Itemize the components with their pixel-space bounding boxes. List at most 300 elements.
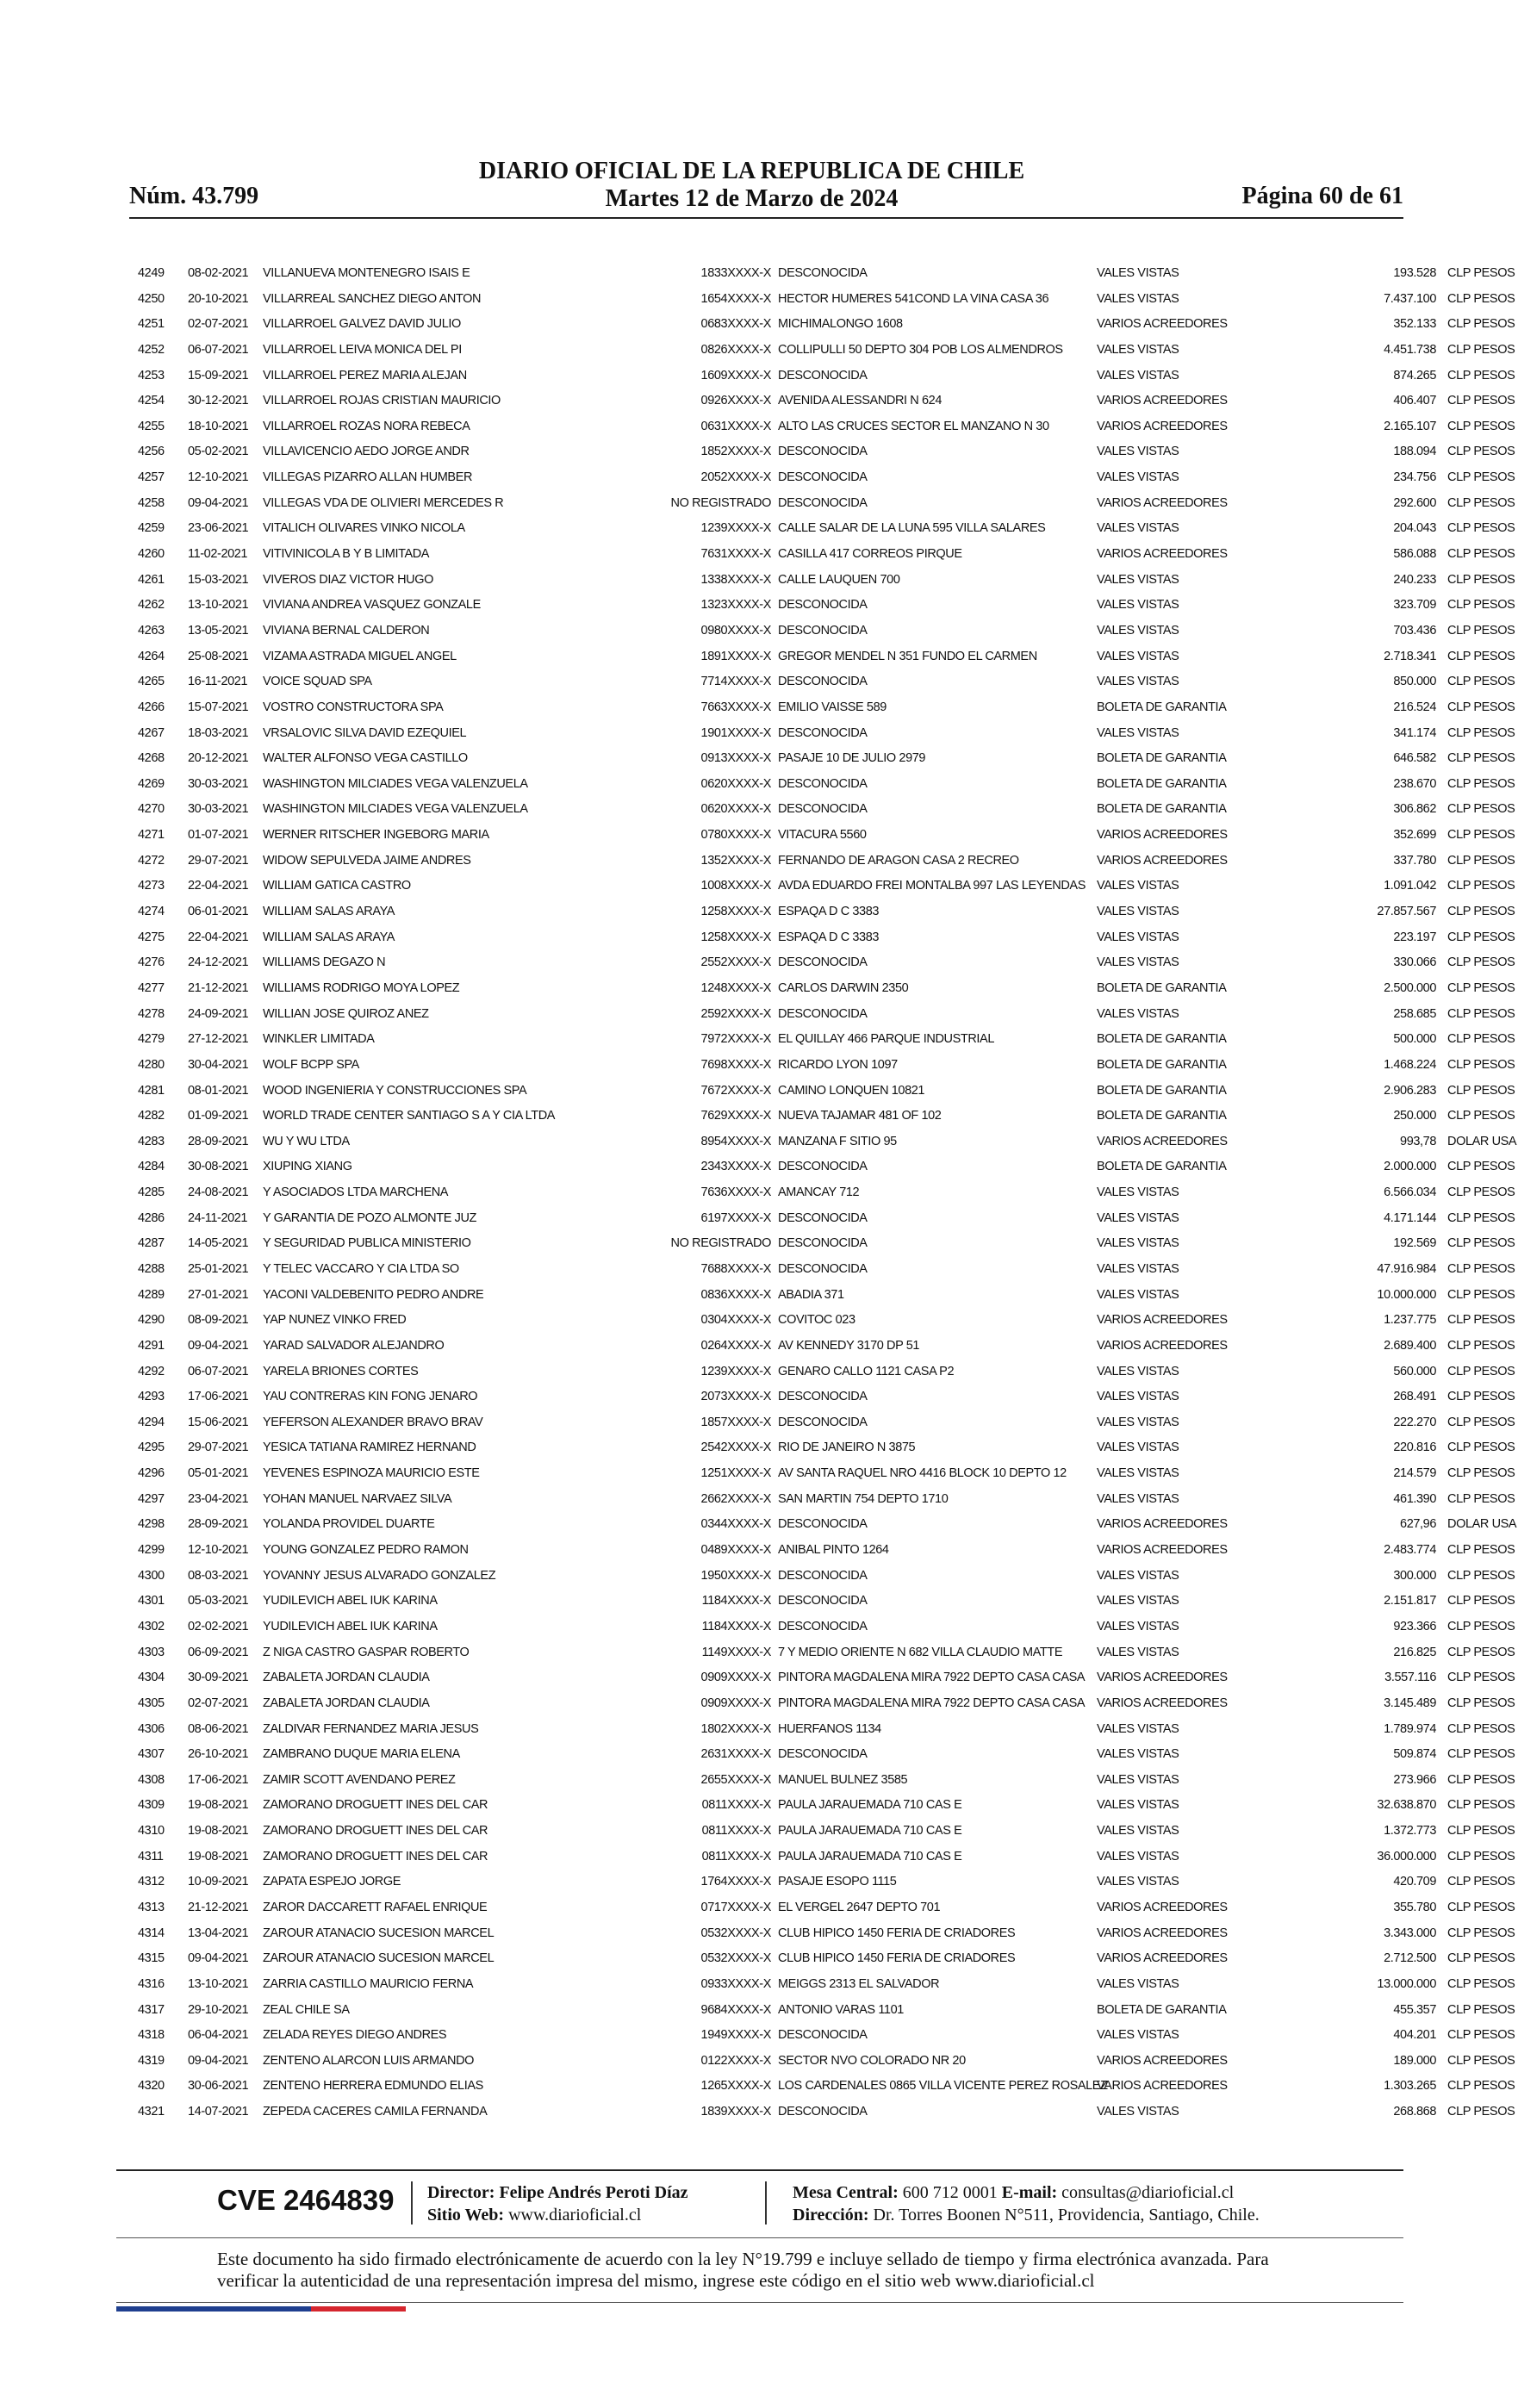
table-row — [129, 619, 1515, 644]
row-amount: 36.000.000 — [1377, 1849, 1436, 1864]
table-row — [129, 1921, 1515, 1947]
row-rut: 1802XXXX-X — [700, 1721, 771, 1736]
row-amount: 258.685 — [1393, 1006, 1436, 1021]
row-rut: 0826XXXX-X — [700, 342, 771, 357]
table-row — [129, 1538, 1515, 1564]
table-row — [129, 1564, 1515, 1590]
row-name: ZAMORANO DROGUETT INES DEL CAR — [263, 1849, 488, 1864]
row-rut: 0811XXXX-X — [701, 1824, 771, 1839]
row-rut: 0344XXXX-X — [700, 1517, 771, 1532]
row-rut: 1239XXXX-X — [700, 1364, 771, 1378]
row-date: 08-03-2021 — [188, 1568, 249, 1583]
row-number: 4282 — [138, 1109, 165, 1123]
row-date: 18-10-2021 — [188, 419, 249, 433]
row-date: 01-07-2021 — [188, 828, 249, 843]
page-indicator: Página 60 de 61 — [1241, 183, 1403, 209]
row-currency: CLP PESOS — [1447, 980, 1515, 995]
row-amount: 355.780 — [1393, 1901, 1436, 1914]
row-amount: 214.579 — [1393, 1466, 1436, 1481]
row-name: VIVIANA ANDREA VASQUEZ GONZALE — [263, 598, 481, 613]
row-name: WOLF BCPP SPA — [263, 1057, 359, 1072]
row-address: AMANCAY 712 — [778, 1185, 860, 1200]
row-date: 24-11-2021 — [188, 1210, 248, 1225]
row-address: DESCONOCIDA — [778, 445, 868, 459]
header-rule — [129, 217, 1403, 219]
row-address: DESCONOCIDA — [778, 266, 868, 280]
row-type: VARIOS ACREEDORES — [1097, 1543, 1228, 1558]
row-address: AVENIDA ALESSANDRI N 624 — [778, 394, 942, 408]
row-amount: 1.372.773 — [1384, 1824, 1436, 1839]
row-date: 29-07-2021 — [188, 853, 249, 868]
row-rut: 0909XXXX-X — [700, 1696, 771, 1710]
row-name: YUDILEVICH ABEL IUK KARINA — [263, 1594, 438, 1608]
row-date: 08-02-2021 — [188, 266, 249, 280]
table-row — [129, 1512, 1517, 1538]
row-type: VARIOS ACREEDORES — [1097, 1338, 1228, 1353]
row-number: 4304 — [138, 1671, 165, 1685]
row-name: ZABALETA JORDAN CLAUDIA — [263, 1696, 430, 1710]
row-number: 4308 — [138, 1772, 165, 1787]
row-address: DESCONOCIDA — [778, 1236, 868, 1251]
row-rut: 1891XXXX-X — [700, 649, 771, 663]
table-row — [129, 1129, 1517, 1155]
row-date: 17-06-2021 — [188, 1390, 249, 1404]
row-name: YOUNG GONZALEZ PEDRO RAMON — [263, 1543, 469, 1558]
row-currency: CLP PESOS — [1447, 317, 1515, 332]
row-amount: 2.689.400 — [1384, 1338, 1436, 1353]
director-name: Felipe Andrés Peroti Díaz — [499, 2183, 688, 2202]
table-row — [129, 1308, 1515, 1334]
row-address: ANIBAL PINTO 1264 — [778, 1543, 889, 1558]
table-row — [129, 1819, 1515, 1845]
row-type: VALES VISTAS — [1097, 1415, 1179, 1429]
row-date: 23-06-2021 — [188, 521, 249, 536]
row-type: VALES VISTAS — [1097, 725, 1179, 740]
row-date: 15-07-2021 — [188, 700, 249, 714]
row-amount: 1.303.265 — [1384, 2079, 1436, 2094]
row-date: 19-08-2021 — [188, 1849, 249, 1864]
row-amount: 188.094 — [1393, 445, 1436, 459]
row-type: VARIOS ACREEDORES — [1097, 419, 1228, 433]
row-currency: CLP PESOS — [1447, 1976, 1515, 1991]
row-date: 30-09-2021 — [188, 1671, 249, 1685]
row-type: BOLETA DE GARANTIA — [1097, 980, 1227, 995]
row-name: VIZAMA ASTRADA MIGUEL ANGEL — [263, 649, 457, 663]
row-date: 20-12-2021 — [188, 751, 249, 766]
row-currency: CLP PESOS — [1447, 1772, 1515, 1787]
row-type: VARIOS ACREEDORES — [1097, 495, 1228, 510]
row-type: VARIOS ACREEDORES — [1097, 1313, 1228, 1328]
table-row — [129, 542, 1515, 568]
row-name: YAP NUNEZ VINKO FRED — [263, 1313, 407, 1328]
row-type: VALES VISTAS — [1097, 1645, 1179, 1659]
row-rut: 0122XXXX-X — [700, 2053, 771, 2068]
row-number: 4276 — [138, 955, 165, 970]
mesa-phone: 600 712 0001 — [902, 2183, 998, 2202]
row-address: COVITOC 023 — [778, 1313, 855, 1328]
row-number: 4261 — [138, 572, 165, 587]
row-address: ANTONIO VARAS 1101 — [778, 2002, 904, 2017]
row-name: ZENTENO HERRERA EDMUNDO ELIAS — [263, 2079, 483, 2094]
row-address: AV KENNEDY 3170 DP 51 — [778, 1338, 920, 1353]
row-name: ZAROR DACCARETT RAFAEL ENRIQUE — [263, 1901, 488, 1914]
row-currency: CLP PESOS — [1447, 1747, 1515, 1762]
row-date: 06-04-2021 — [188, 2028, 249, 2043]
row-rut: 2631XXXX-X — [700, 1747, 771, 1762]
row-name: Y TELEC VACCARO Y CIA LTDA SO — [263, 1261, 459, 1276]
row-date: 22-04-2021 — [188, 879, 249, 893]
row-amount: 2.712.500 — [1384, 1951, 1436, 1966]
row-date: 20-10-2021 — [188, 291, 249, 306]
table-row — [129, 1640, 1515, 1666]
row-address: CARLOS DARWIN 2350 — [778, 980, 909, 995]
table-row — [129, 1360, 1515, 1385]
row-currency: CLP PESOS — [1447, 2028, 1515, 2043]
row-date: 05-01-2021 — [188, 1466, 249, 1481]
row-name: ZALDIVAR FERNANDEZ MARIA JESUS — [263, 1721, 479, 1736]
row-address: EL VERGEL 2647 DEPTO 701 — [778, 1901, 941, 1914]
row-currency: CLP PESOS — [1447, 547, 1515, 562]
table-row — [129, 593, 1515, 619]
row-address: HUERFANOS 1134 — [778, 1721, 881, 1736]
row-rut: 1008XXXX-X — [700, 879, 771, 893]
row-amount: 850.000 — [1393, 675, 1436, 689]
row-address: CALLE LAUQUEN 700 — [778, 572, 900, 587]
row-amount: 306.862 — [1393, 802, 1436, 817]
row-address: DESCONOCIDA — [778, 598, 868, 613]
row-number: 4268 — [138, 751, 165, 766]
row-address: DESCONOCIDA — [778, 1210, 868, 1225]
row-currency: CLP PESOS — [1447, 1543, 1515, 1558]
row-type: BOLETA DE GARANTIA — [1097, 1109, 1227, 1123]
row-address: MEIGGS 2313 EL SALVADOR — [778, 1976, 940, 1991]
row-rut: 0913XXXX-X — [700, 751, 771, 766]
row-address: DESCONOCIDA — [778, 776, 868, 791]
row-type: VALES VISTAS — [1097, 291, 1179, 306]
row-amount: 509.874 — [1393, 1747, 1436, 1762]
row-type: VALES VISTAS — [1097, 649, 1179, 663]
row-currency: CLP PESOS — [1447, 1287, 1515, 1302]
row-rut: 1149XXXX-X — [701, 1645, 771, 1659]
row-number: 4293 — [138, 1390, 165, 1404]
row-address: RICARDO LYON 1097 — [778, 1057, 898, 1072]
row-currency: CLP PESOS — [1447, 1875, 1515, 1889]
row-rut: 0532XXXX-X — [700, 1951, 771, 1966]
row-rut: 1950XXXX-X — [700, 1568, 771, 1583]
row-currency: CLP PESOS — [1447, 1057, 1515, 1072]
row-rut: 2073XXXX-X — [700, 1390, 771, 1404]
row-amount: 273.966 — [1393, 1772, 1436, 1787]
row-number: 4260 — [138, 547, 165, 562]
row-rut: 7972XXXX-X — [700, 1032, 771, 1047]
row-date: 13-04-2021 — [188, 1926, 249, 1940]
row-amount: 627,96 — [1400, 1517, 1436, 1532]
row-rut: 0532XXXX-X — [700, 1926, 771, 1940]
row-currency: CLP PESOS — [1447, 2079, 1515, 2094]
row-number: 4258 — [138, 495, 165, 510]
table-row — [129, 1231, 1515, 1257]
row-currency: CLP PESOS — [1447, 1619, 1515, 1633]
row-type: VALES VISTAS — [1097, 1619, 1179, 1633]
row-address: DESCONOCIDA — [778, 1261, 868, 1276]
row-amount: 10.000.000 — [1377, 1287, 1436, 1302]
row-number: 4262 — [138, 598, 165, 613]
row-currency: CLP PESOS — [1447, 470, 1515, 485]
row-type: BOLETA DE GARANTIA — [1097, 1057, 1227, 1072]
row-name: VILLAVICENCIO AEDO JORGE ANDR — [263, 445, 470, 459]
web-link[interactable]: www.diarioficial.cl — [508, 2206, 642, 2224]
row-amount: 7.437.100 — [1384, 291, 1436, 306]
row-date: 21-12-2021 — [188, 980, 249, 995]
row-currency: CLP PESOS — [1447, 725, 1515, 740]
row-number: 4298 — [138, 1517, 165, 1532]
row-address: AV SANTA RAQUEL NRO 4416 BLOCK 10 DEPTO 12 — [778, 1466, 1067, 1481]
row-rut: 1338XXXX-X — [700, 572, 771, 587]
row-type: VARIOS ACREEDORES — [1097, 394, 1228, 408]
table-row — [129, 1717, 1515, 1743]
row-address: DESCONOCIDA — [778, 1390, 868, 1404]
row-date: 05-03-2021 — [188, 1594, 249, 1608]
row-name: ZEAL CHILE SA — [263, 2002, 350, 2017]
row-date: 06-07-2021 — [188, 1364, 249, 1378]
flag-stripe-blue — [116, 2306, 311, 2312]
row-date: 30-08-2021 — [188, 1160, 249, 1174]
table-row — [129, 1180, 1515, 1206]
row-number: 4303 — [138, 1645, 165, 1659]
row-type: VALES VISTAS — [1097, 1261, 1179, 1276]
row-type: VALES VISTAS — [1097, 1210, 1179, 1225]
table-row — [129, 1895, 1515, 1921]
row-currency: CLP PESOS — [1447, 1594, 1515, 1608]
table-row — [129, 1283, 1515, 1309]
row-type: VALES VISTAS — [1097, 1594, 1179, 1608]
row-rut: 7636XXXX-X — [700, 1185, 771, 1200]
row-date: 02-07-2021 — [188, 1696, 249, 1710]
row-number: 4250 — [138, 291, 165, 306]
row-number: 4317 — [138, 2002, 165, 2017]
table-row — [129, 414, 1515, 440]
row-currency: DOLAR USA — [1447, 1517, 1517, 1532]
row-amount: 47.916.984 — [1377, 1261, 1436, 1276]
row-amount: 3.145.489 — [1384, 1696, 1436, 1710]
row-address: CAMINO LONQUEN 10821 — [778, 1083, 925, 1098]
row-address: MANUEL BULNEZ 3585 — [778, 1772, 908, 1787]
row-currency: CLP PESOS — [1447, 1006, 1515, 1021]
row-amount: 193.528 — [1393, 266, 1436, 280]
row-number: 4306 — [138, 1721, 165, 1736]
row-number: 4253 — [138, 368, 165, 383]
table-row — [129, 1998, 1515, 2024]
director-block — [427, 2181, 688, 2226]
row-type: BOLETA DE GARANTIA — [1097, 776, 1227, 791]
table-row — [129, 1793, 1515, 1819]
row-currency: CLP PESOS — [1447, 905, 1515, 919]
row-rut: 0909XXXX-X — [700, 1671, 771, 1685]
row-currency: CLP PESOS — [1447, 828, 1515, 843]
row-currency: CLP PESOS — [1447, 521, 1515, 536]
row-currency: CLP PESOS — [1447, 1824, 1515, 1839]
row-address: NUEVA TAJAMAR 481 OF 102 — [778, 1109, 942, 1123]
row-type: VALES VISTAS — [1097, 266, 1179, 280]
row-amount: 560.000 — [1393, 1364, 1436, 1378]
row-number: 4264 — [138, 649, 165, 663]
row-type: VARIOS ACREEDORES — [1097, 1926, 1228, 1940]
row-number: 4309 — [138, 1798, 165, 1813]
address-text: Dr. Torres Boonen N°511, Providencia, Santiago, Chile. — [873, 2206, 1260, 2224]
row-address: DESCONOCIDA — [778, 955, 868, 970]
row-date: 09-04-2021 — [188, 495, 249, 510]
row-address: VITACURA 5560 — [778, 828, 867, 843]
row-number: 4295 — [138, 1440, 165, 1455]
row-rut: 1258XXXX-X — [700, 905, 771, 919]
table-row — [129, 261, 1515, 287]
row-date: 10-09-2021 — [188, 1875, 249, 1889]
table-row — [129, 950, 1515, 976]
row-date: 06-09-2021 — [188, 1645, 249, 1659]
row-amount: 300.000 — [1393, 1568, 1436, 1583]
row-number: 4266 — [138, 700, 165, 714]
row-number: 4318 — [138, 2028, 165, 2043]
row-address: GENARO CALLO 1121 CASA P2 — [778, 1364, 955, 1378]
row-rut: 1258XXXX-X — [700, 930, 771, 944]
row-name: XIUPING XIANG — [263, 1160, 352, 1174]
row-name: ZENTENO ALARCON LUIS ARMANDO — [263, 2053, 475, 2068]
row-name: VIVEROS DIAZ VICTOR HUGO — [263, 572, 433, 587]
row-rut: 0933XXXX-X — [700, 1976, 771, 1991]
row-rut: 7672XXXX-X — [700, 1083, 771, 1098]
row-name: WILLIAMS RODRIGO MOYA LOPEZ — [263, 980, 460, 995]
table-row — [129, 1691, 1515, 1717]
row-type: VALES VISTAS — [1097, 2028, 1179, 2043]
row-number: 4254 — [138, 394, 165, 408]
row-rut: 0926XXXX-X — [700, 394, 771, 408]
footer-rule-mid — [116, 2237, 1403, 2238]
row-currency: CLP PESOS — [1447, 1466, 1515, 1481]
row-currency: CLP PESOS — [1447, 675, 1515, 689]
row-date: 29-07-2021 — [188, 1440, 249, 1455]
row-type: VALES VISTAS — [1097, 1466, 1179, 1481]
row-name: WIDOW SEPULVEDA JAIME ANDRES — [263, 853, 471, 868]
row-rut: 0264XXXX-X — [700, 1338, 771, 1353]
row-name: ZAROUR ATANACIO SUCESION MARCEL — [263, 1926, 495, 1940]
email-link[interactable]: consultas@diarioficial.cl — [1061, 2183, 1235, 2202]
row-type: VALES VISTAS — [1097, 1568, 1179, 1583]
table-row — [129, 899, 1515, 925]
row-currency: CLP PESOS — [1447, 1798, 1515, 1813]
row-name: Z NIGA CASTRO GASPAR ROBERTO — [263, 1645, 470, 1659]
row-rut: 1251XXXX-X — [700, 1466, 771, 1481]
row-number: 4310 — [138, 1824, 165, 1839]
row-name: YESICA TATIANA RAMIREZ HERNAND — [263, 1440, 476, 1455]
row-amount: 6.566.034 — [1384, 1185, 1436, 1200]
row-type: VALES VISTAS — [1097, 1824, 1179, 1839]
row-amount: 4.451.738 — [1384, 342, 1436, 357]
row-address: MICHIMALONGO 1608 — [778, 317, 903, 332]
table-row — [129, 1053, 1515, 1079]
row-rut: 1265XXXX-X — [700, 2079, 771, 2094]
row-number: 4286 — [138, 1210, 165, 1225]
row-name: WU Y WU LTDA — [263, 1134, 350, 1148]
row-number: 4263 — [138, 623, 165, 638]
row-date: 18-03-2021 — [188, 725, 249, 740]
row-amount: 234.756 — [1393, 470, 1436, 485]
row-type: VALES VISTAS — [1097, 879, 1179, 893]
row-amount: 216.524 — [1393, 700, 1436, 714]
row-number: 4294 — [138, 1415, 165, 1429]
row-amount: 993,78 — [1400, 1134, 1436, 1148]
row-number: 4302 — [138, 1619, 165, 1633]
row-amount: 4.171.144 — [1384, 1210, 1436, 1225]
row-type: BOLETA DE GARANTIA — [1097, 802, 1227, 817]
row-currency: CLP PESOS — [1447, 495, 1515, 510]
row-name: WILLIAM SALAS ARAYA — [263, 905, 395, 919]
row-rut: 0811XXXX-X — [701, 1798, 771, 1813]
row-type: VARIOS ACREEDORES — [1097, 1901, 1228, 1914]
row-number: 4265 — [138, 675, 165, 689]
table-row — [129, 2049, 1515, 2075]
row-address: DESCONOCIDA — [778, 725, 868, 740]
row-currency: CLP PESOS — [1447, 572, 1515, 587]
row-rut: 0489XXXX-X — [700, 1543, 771, 1558]
row-address: PAULA JARAUEMADA 710 CAS E — [778, 1798, 962, 1813]
row-currency: CLP PESOS — [1447, 776, 1515, 791]
row-name: YUDILEVICH ABEL IUK KARINA — [263, 1619, 438, 1633]
row-address: PINTORA MAGDALENA MIRA 7922 DEPTO CASA CASA — [778, 1696, 1086, 1710]
row-type: VALES VISTAS — [1097, 1440, 1179, 1455]
row-date: 13-10-2021 — [188, 1976, 249, 1991]
row-rut: 0836XXXX-X — [700, 1287, 771, 1302]
row-rut: 7698XXXX-X — [700, 1057, 771, 1072]
table-row — [129, 1435, 1515, 1461]
row-name: YARELA BRIONES CORTES — [263, 1364, 419, 1378]
row-number: 4257 — [138, 470, 165, 485]
row-number: 4311 — [138, 1849, 164, 1864]
row-amount: 874.265 — [1393, 368, 1436, 383]
legal-notice: Este documento ha sido firmado electrónicamente de acuerdo con la ley N°19.799 e incluye sellado de tiempo y firma electrónica avanzada. Para verificar la autenticidad de una representación impresa del mismo, ingrese este código en el sitio web www.diarioficial.cl — [217, 2249, 1269, 2291]
row-date: 02-07-2021 — [188, 317, 249, 332]
row-number: 4270 — [138, 802, 165, 817]
row-rut: 1239XXXX-X — [700, 521, 771, 536]
table-row — [129, 2074, 1515, 2100]
row-name: WERNER RITSCHER INGEBORG MARIA — [263, 828, 489, 843]
mesa-label: Mesa Central: — [793, 2183, 899, 2202]
row-currency: CLP PESOS — [1447, 368, 1515, 383]
row-type: VALES VISTAS — [1097, 1875, 1179, 1889]
row-date: 02-02-2021 — [188, 1619, 249, 1633]
row-amount: 2.483.774 — [1384, 1543, 1436, 1558]
row-address: DESCONOCIDA — [778, 1517, 868, 1532]
row-date: 15-06-2021 — [188, 1415, 249, 1429]
row-type: VALES VISTAS — [1097, 1364, 1179, 1378]
row-number: 4271 — [138, 828, 165, 843]
row-currency: CLP PESOS — [1447, 1109, 1515, 1123]
row-number: 4301 — [138, 1594, 165, 1608]
row-number: 4283 — [138, 1134, 165, 1148]
row-amount: 2.165.107 — [1384, 419, 1436, 433]
row-rut: 6197XXXX-X — [700, 1210, 771, 1225]
row-currency: CLP PESOS — [1447, 1901, 1515, 1914]
row-date: 14-05-2021 — [188, 1236, 249, 1251]
row-currency: CLP PESOS — [1447, 394, 1515, 408]
row-number: 4287 — [138, 1236, 165, 1251]
row-rut: 0811XXXX-X — [701, 1849, 771, 1864]
table-row — [129, 1079, 1515, 1104]
row-name: ZAMORANO DROGUETT INES DEL CAR — [263, 1798, 488, 1813]
row-type: VALES VISTAS — [1097, 1747, 1179, 1762]
row-number: 4297 — [138, 1491, 165, 1506]
row-name: YEFERSON ALEXANDER BRAVO BRAV — [263, 1415, 483, 1429]
row-rut: 7629XXXX-X — [700, 1109, 771, 1123]
